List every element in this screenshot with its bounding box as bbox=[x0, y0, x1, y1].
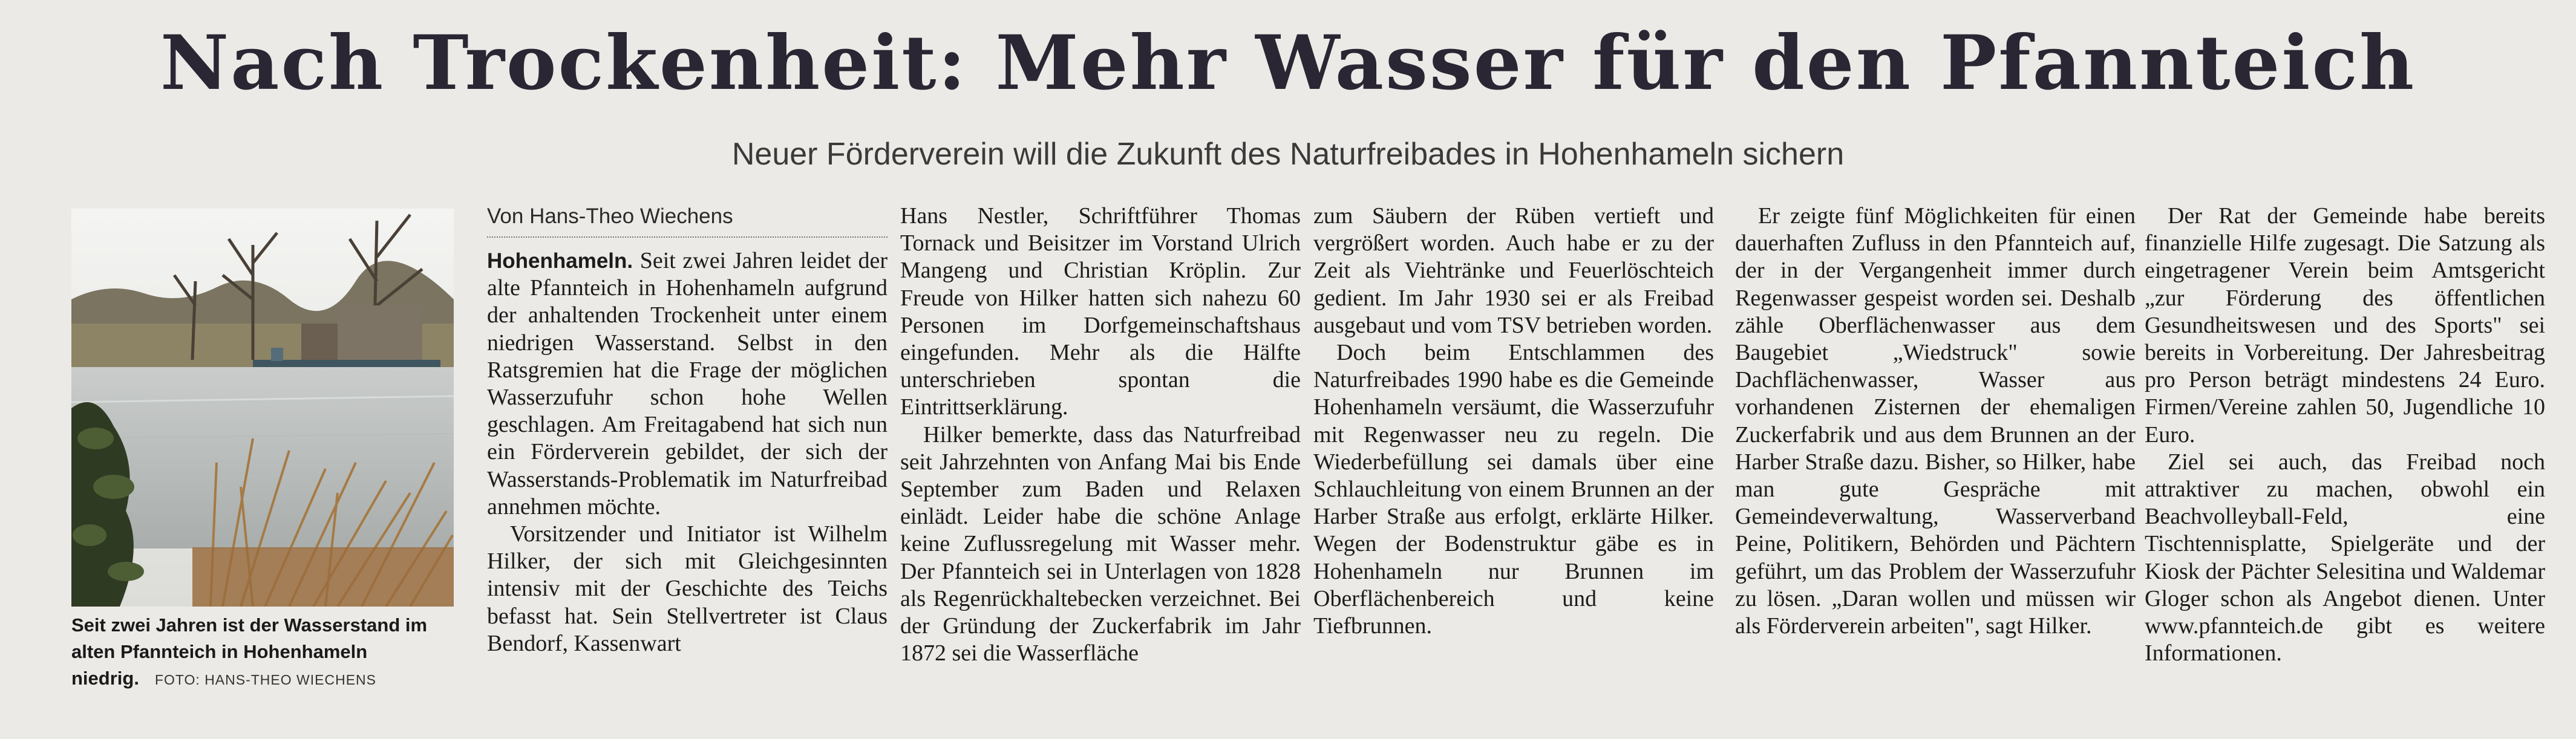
col1-paragraph-2: Vorsitzender und Initiator ist Wilhelm Hilker, der sich mit Gleichgesinnten intensiv mit der Geschichte des Teichs befasst hat. Sein Stellvertreter ist Claus Bendorf, Kassenwart bbox=[487, 521, 888, 656]
article-photo bbox=[71, 209, 454, 607]
caption-text: Seit zwei Jahren ist der Wasserstand im alten Pfannteich in Hohenhameln niedrig. bbox=[71, 614, 428, 689]
col5-paragraph-2: Ziel sei auch, das Freibad noch attraktiver zu machen, obwohl ein Beachvolleyball-Feld, eine Tischtennisplatte, Spielgeräte und der Kiosk der Pächter Selesitina und Waldemar Gloger schon als Angebot dienen. Unter www.pfannteich.de gibt es weitere Informationen. bbox=[2145, 449, 2545, 666]
column-3 bbox=[1313, 203, 1714, 640]
subtitle: Neuer Förderverein will die Zukunft des Naturfreibades in Hohenhameln sichern bbox=[731, 137, 1845, 172]
col3-paragraph-2: Doch beim Entschlammen des Naturfreibades 1990 habe es die Gemeinde Hohenhameln versäumt, die Wasserzufuhr mit Regenwasser neu zu regeln. Die Wiederbefüllung sei damals über eine Schlauchleitung von einem Brunnen an der Harber Straße aus erfolgt, erklärte Hilker. Wegen der Bodenstruktur gäbe es in Hohenhameln nur Brunnen im Oberflächenbereich und keine Tiefbrunnen. bbox=[1313, 340, 1714, 639]
dateline: Hohenhameln. bbox=[487, 249, 633, 273]
col4-paragraph-1: Er zeigte fünf Möglichkeiten für einen dauerhaften Zufluss in den Pfannteich auf, der in der Vergangenheit immer durch Regenwasser gespeist worden sei. Deshalb zähle Oberflächenwasser aus dem Baugebiet „Wiedstruck" sowie Dachflächenwasser, Wasser aus vorhandenen Zisternen der ehemaligen Zuckerfabrik und aus dem Brunnen an der Harber Straße dazu. Bisher, so Hilker, habe man gute Gespräche mit Gemeindeverwaltung, Wasserverband Peine, Politikern, Behörden und Pächtern geführt, um das Problem der Wasserzufuhr zu lösen. „Daran wollen und müssen wir als Förderverein arbeiten", sagt Hilker. bbox=[1735, 203, 2136, 639]
col5-paragraph-1: Der Rat der Gemeinde habe bereits finanzielle Hilfe zugesagt. Die Satzung als eingetragener Verein beim Amtsgericht „zur Förderung des öffentlichen Gesundheitswesen und des Sports" sei bereits in Vorbereitung. Der Jahresbeitrag pro Person beträgt mindestens 24 Euro. Firmen/Vereine zahlen 50, Jugendliche 10 Euro. bbox=[2145, 203, 2545, 448]
col3-paragraph-1: zum Säubern der Rüben vertieft und vergrößert worden. Auch habe er zu der Zeit als Viehtränke und Feuerlöschteich gedient. Im Jahr 1930 sei er als Freibad ausgebaut und vom TSV betrieben worden. bbox=[1313, 203, 1714, 338]
col2-paragraph-2: Hilker bemerkte, dass das Naturfreibad seit Jahrzehnten von Anfang Mai bis Ende September zum Baden und Relaxen einlädt. Leider habe die schöne Anlage keine Zuflussregelung mit Wasser mehr. Der Pfannteich sei in Unterlagen von 1828 als Regenrückhaltebecken verzeichnet. Bei der Gründung der Zuckerfabrik im Jahr 1872 sei die Wasserfläche bbox=[900, 422, 1301, 666]
column-5 bbox=[2145, 203, 2545, 667]
column-1 bbox=[487, 203, 888, 657]
col1-paragraph-1: Seit zwei Jahren leidet der alte Pfannteich in Hohenhameln aufgrund der anhaltenden Trockenheit unter einem niedrigen Wasserstand. Selbst in den Ratsgremien hat die Frage der möglichen Wasserzufuhr schon hohe Wellen geschlagen. Am Freitagabend hat sich nun ein Förderverein gebildet, der sich der Wasserstands-Problematik im Naturfreibad annehmen möchte. bbox=[487, 248, 888, 519]
col2-paragraph-1: Hans Nestler, Schriftführer Thomas Tornack und Beisitzer im Vorstand Ulrich Mangeng und Christian Kröplin. Zur Freude von Hilker hatten sich nahezu 60 Personen im Dorfgemeinschaftshaus eingefunden. Mehr als die Hälfte unterschrieben spontan die Eintrittserklärung. bbox=[900, 203, 1301, 420]
headline: Nach Trockenheit: Mehr Wasser für den Pfannteich bbox=[160, 19, 2416, 107]
photo-caption bbox=[71, 612, 459, 693]
photo-credit: FOTO: HANS-THEO WIECHENS bbox=[154, 672, 376, 688]
column-4 bbox=[1735, 203, 2136, 640]
column-2 bbox=[900, 203, 1301, 667]
byline: Von Hans-Theo Wiechens bbox=[487, 203, 888, 238]
